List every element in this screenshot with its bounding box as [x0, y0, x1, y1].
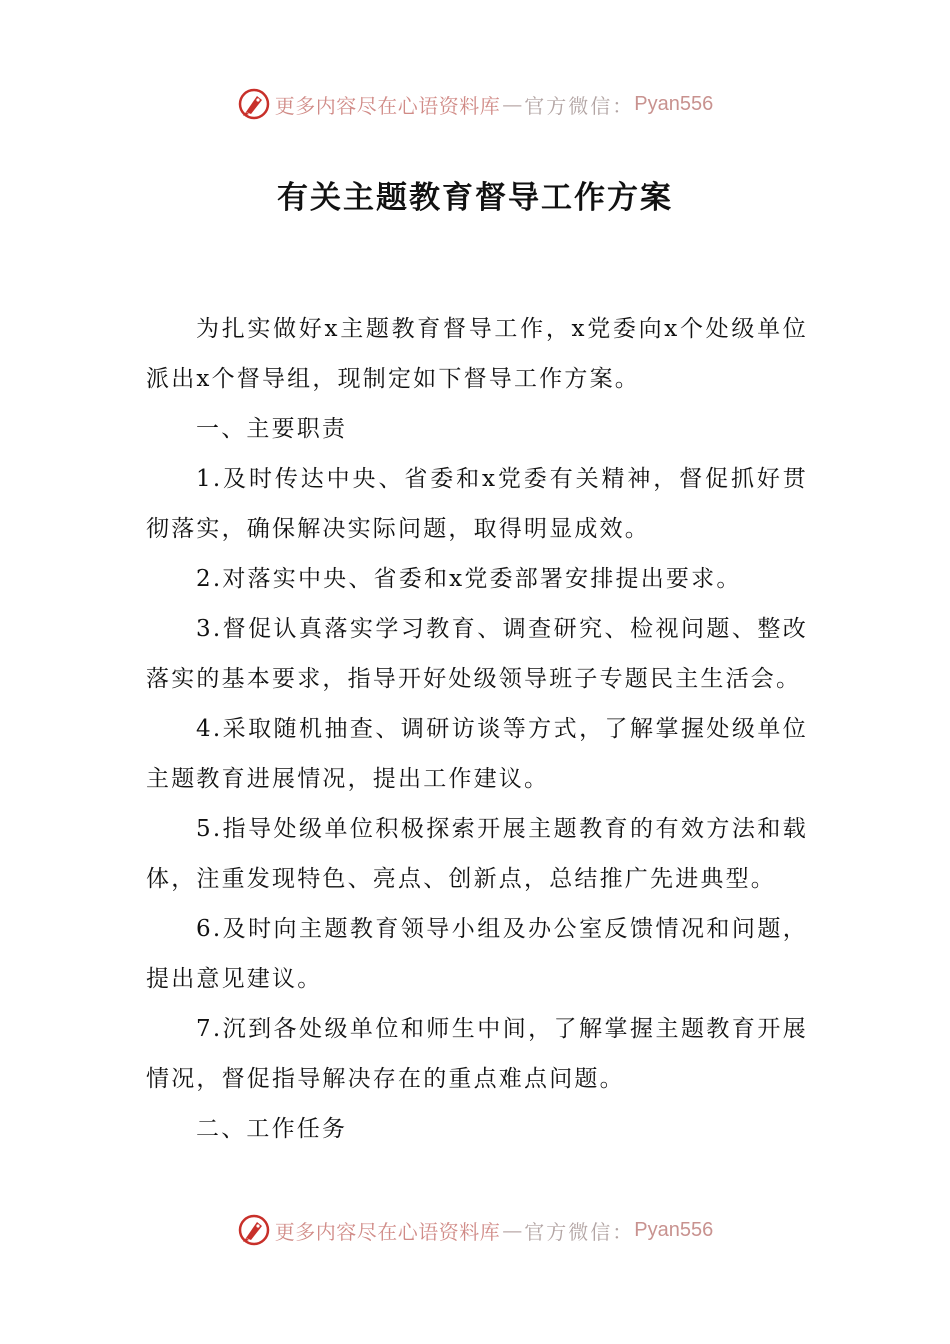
- paragraph-item-4: 4.采取随机抽查、调研访谈等方式，了解掌握处级单位主题教育进展情况，提出工作建议。: [146, 716, 808, 792]
- paragraph-item-1: 1.及时传达中央、省委和x党委有关精神，督促抓好贯彻落实，确保解决实际问题，取得明显成效。: [146, 466, 808, 542]
- watermark-brand-text: 更多内容尽在心语资料库: [274, 93, 501, 118]
- paragraph-intro: 为扎实做好x主题教育督导工作，x党委向x个处级单位派出x个督导组，现制定如下督导工作方案。: [146, 316, 808, 392]
- watermark-id: Pyan556: [634, 92, 714, 115]
- watermark-footer: [0, 1208, 950, 1252]
- watermark-header: [0, 82, 950, 126]
- document-body: [146, 304, 808, 1154]
- watermark-id: Pyan556: [634, 1218, 714, 1241]
- pen-nib-logo-icon: [237, 1213, 271, 1247]
- watermark-label: 官方微信：: [524, 1219, 635, 1244]
- pen-nib-logo-icon: [237, 87, 271, 121]
- paragraph-item-2: 2.对落实中央、省委和x党委部署安排提出要求。: [196, 566, 742, 592]
- section-heading-tasks: 二、工作任务: [196, 1116, 348, 1142]
- paragraph-item-7: 7.沉到各处级单位和师生中间，了解掌握主题教育开展情况，督促指导解决存在的重点难点问题。: [146, 1016, 808, 1092]
- paragraph-item-6: 6.及时向主题教育领导小组及办公室反馈情况和问题，提出意见建议。: [146, 916, 808, 992]
- watermark-label: 官方微信：: [524, 93, 635, 118]
- document-title: 有关主题教育督导工作方案: [277, 180, 673, 216]
- paragraph-item-5: 5.指导处级单位积极探索开展主题教育的有效方法和载体，注重发现特色、亮点、创新点，总结推广先进典型。: [146, 816, 808, 892]
- watermark-separator: —: [502, 1218, 523, 1242]
- watermark-separator: —: [502, 92, 523, 116]
- section-heading-responsibilities: 一、主要职责: [196, 416, 348, 442]
- watermark-brand-text: 更多内容尽在心语资料库: [274, 1219, 501, 1244]
- paragraph-item-3: 3.督促认真落实学习教育、调查研究、检视问题、整改落实的基本要求，指导开好处级领导班子专题民主生活会。: [146, 616, 808, 692]
